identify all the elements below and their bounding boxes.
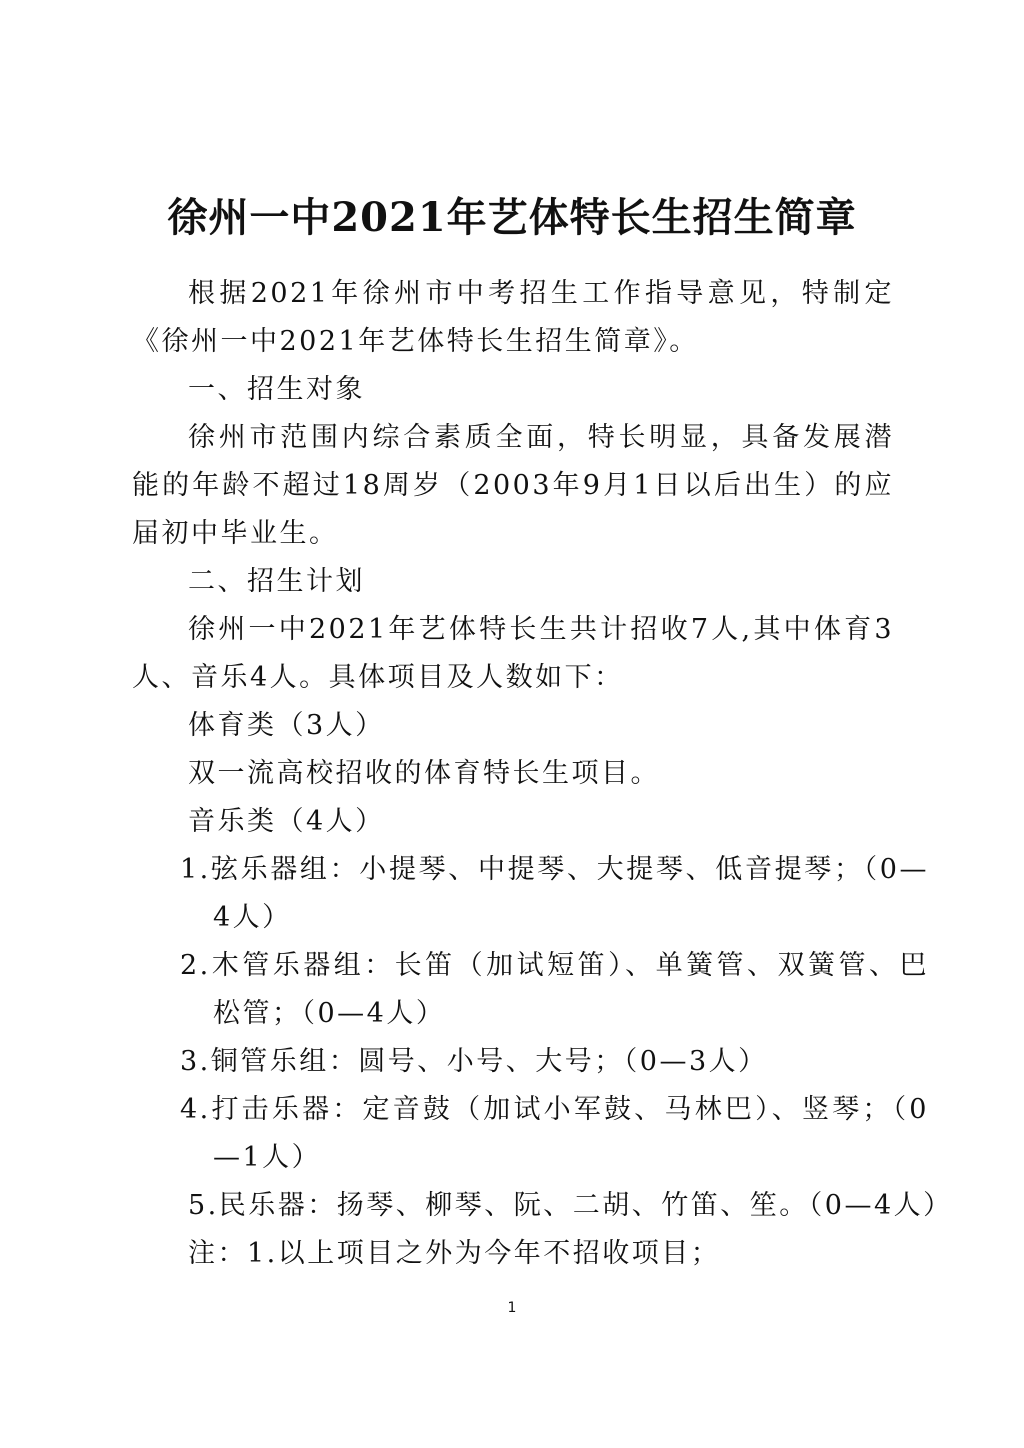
music-item-brass: 3.铜管乐组：圆号、小号、大号；（0—3人） bbox=[180, 1046, 768, 1077]
music-heading: 音乐类（4人） bbox=[188, 806, 385, 837]
section1-body: 徐州市范围内综合素质全面，特长明显，具备发展潜能的年龄不超过18周岁（2003年9月1日以后出生）的应届初中毕业生。 bbox=[132, 422, 894, 549]
section2-heading: 二、招生计划 bbox=[188, 566, 365, 597]
music-item-woodwinds: 2.木管乐器组：长笛（加试短笛）、单簧管、双簧管、巴松管；（0—4人） bbox=[180, 950, 929, 1029]
sports-heading: 体育类（3人） bbox=[188, 710, 385, 741]
music-item-percussion: 4.打击乐器：定音鼓（加试小军鼓、马林巴）、竖琴；（0—1人） bbox=[180, 1094, 929, 1173]
page-number: 1 bbox=[507, 1300, 517, 1316]
sports-body: 双一流高校招收的体育特长生项目。 bbox=[188, 758, 660, 789]
music-item-folk: 5.民乐器：扬琴、柳琴、阮、二胡、竹笛、笙。（0—4人） bbox=[188, 1190, 953, 1221]
intro-paragraph: 根据2021年徐州市中考招生工作指导意见，特制定《徐州一中2021年艺体特长生招生简章》。 bbox=[132, 278, 894, 357]
note-line: 注：1.以上项目之外为今年不招收项目； bbox=[188, 1238, 721, 1269]
section1-heading: 一、招生对象 bbox=[188, 374, 365, 405]
document-title: 徐州一中2021年艺体特长生招生简章 bbox=[167, 194, 857, 241]
section2-body: 徐州一中2021年艺体特长生共计招收7人,其中体育3人、音乐4人。具体项目及人数如下： bbox=[132, 614, 894, 693]
music-item-strings: 1.弦乐器组：小提琴、中提琴、大提琴、低音提琴；（0—4人） bbox=[180, 854, 929, 933]
